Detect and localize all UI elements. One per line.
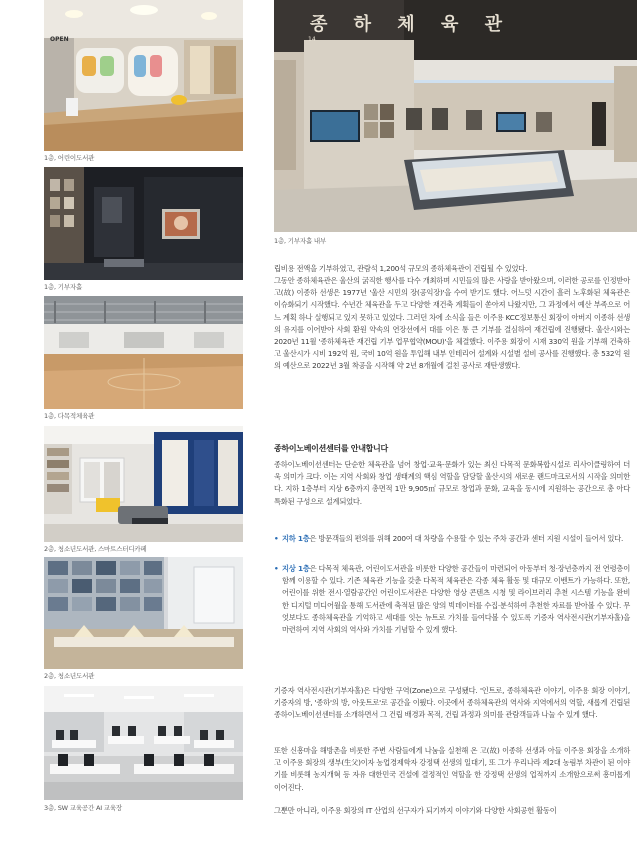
photo-childrens-library bbox=[44, 0, 243, 151]
photo-donor-hall-interior bbox=[274, 0, 637, 232]
open-sign-text: OPEN bbox=[50, 36, 69, 43]
bullet-basement-label: 지하 1층 bbox=[282, 534, 310, 543]
paragraph-history: 그동안 종하체육관은 울산의 굵직한 행사를 다수 개최하며 시민들의 많은 사랑을 받아왔으며, 이러한 공로를 인정받아 고(故) 이종하 선생은 1977년 '울산 시민의 장(공익장)'을 수여 받기도 했다. 어느덧 시간이 흘러 노후화된 체육관은 이슈화되기 시작했다. 수년간 체육관을 두고 다양한 재건축 계획들이 쏟아져 나왔지만, 그 과정에서 예산 부족으로 어느 계획 하나 실행되고 있지 못하고 있었다. 그러던 차에 소식을 들은 이주용 KCC정보통신 회장이 아버지 이종하 선생의 유지를 이어받아 사회 환원 약속의 연장선에서 대를 이은 통 큰 기부를 결심하여 재건립에 진행됐다. 울산시와는 2020년 11월 '종하체육관 재건립 기부 업무협약(MOU)'을 체결했다. 이주용 회장이 시재 330억 원을 기부해 건축하고 울산시가 시비 192억 원, 국비 10억 원을 투입해 내부 인테리어 설계와 시설별 설비 공사를 진행했다. 총 532억 원의 예산으로 2022년 3월 착공을 시작해 약 2년 8개월에 걸친 공사로 재탄생했다. bbox=[274, 276, 630, 371]
gym-illustration bbox=[44, 296, 243, 409]
paragraph-founders: 또한 신흥마을 해방촌을 비롯한 주변 사람들에게 나눔을 실천해 온 고(故) 이종하 선생과 아들 이주용 회장을 소개하고 이주용 회장의 생부(生父)이자 농업경제학자 강정택 선생의 일대기, 또 그가 우리나라 제2대 농림부 차관이 된 이야기를 비롯해 농지개혁 등 자유 대한민국 건설에 결정적인 역할을 한 강정택 선생의 업적까지 소개함으로써 흥미롭게 이어진다. bbox=[274, 746, 630, 792]
caption-multipurpose-gym: 1층, 다목적체육관 bbox=[44, 412, 95, 420]
paragraph-exhibit-zones: 기증자 역사전시관(기부자홀)은 다양한 구역(Zone)으로 구성됐다. '인트로, 종하체육관 이야기, 이주용 회장 이야기, 기증자의 방, '종하'의 방, 아웃트로'로 공간을 이뤘다. 이곳에서 종하체육관의 역사와 지역에서의 역할, 새롭게 건립된 종하이노베이션센터를 소개하면서 그 건립 배경과 목적, 건립 과정과 의미를 관람객들과 나눌 수 있게 했다. bbox=[274, 686, 630, 720]
section-heading: 종하이노베이션센터를 안내합니다 bbox=[274, 444, 388, 453]
caption-youth-library-study-cafe: 2층, 청소년도서관, 스마트스터디카페 bbox=[44, 545, 147, 553]
bullet-first-floor-text: 은 다목적 체육관, 어린이도서관을 비롯한 다양한 공간들이 마련되어 아동부터 청·장년층까지 전 연령층이 함께 이용할 수 있다. 기존 체육관 기능을 갖춘 다목적 체육관은 각종 체육 활동 및 대규모 이벤트가 가능하다. 또한, 어린이를 위한 전시·열람공간인 어린이도서관은 다양한 영상 콘텐츠 시청 및 라이브러리 추천 시스템 기능을 완비한 디지털 미디어월을 통해 도서관에 축적된 많은 양의 빅데이터를 수집·분석하여 추천한 자료를 받아볼 수 있다. 무엇보다도 종하체육관을 기억하고 세대를 잇는 뉴트로 가치를 들여다볼 수 있도록 기증자 역사전시관(기부자홀)을 마련하여 지역 사회의 역사와 가치를 기념할 수 있게 했다. bbox=[282, 564, 631, 635]
bullet-basement-floor bbox=[274, 533, 630, 545]
ai-room-illustration bbox=[44, 686, 243, 800]
donor-hall-illustration bbox=[44, 167, 243, 280]
bullet-dot: • bbox=[274, 564, 279, 573]
paragraph-center-intro: 종하이노베이션센터는 단순한 체육관을 넘어 창업·교육·문화가 있는 최신 다목적 문화복합시설로 리사이클링하여 더욱 의미가 크다. 이는 지역 사회와 창업 생태계의 핵심 역할을 담당할 울산시의 새로운 랜드마크로서의 시작을 의미한다. 지하 1층부터 지상 6층까지 총면적 1만 9,905㎡ 규모로 창업과 문화, 교육을 동시에 지원하는 공간으로 총 아다 특화된 구성으로 설계되었다. bbox=[274, 460, 631, 506]
photo-youth-library-study-cafe bbox=[44, 426, 243, 542]
photo-youth-library bbox=[44, 557, 243, 669]
caption-ai-education-room: 3층, SW 교육공간 AI 교육장 bbox=[44, 804, 123, 812]
photo-multipurpose-gym bbox=[44, 296, 243, 409]
paragraph-it-pioneer: 그뿐만 아니라, 이주용 회장의 IT 산업의 선구자가 되기까지 이야기와 다양한 사회공헌 활동이 bbox=[274, 806, 557, 815]
caption-donor-hall-interior: 1층, 기부자홀 내부 bbox=[274, 237, 327, 245]
bullet-dot: • bbox=[274, 534, 279, 543]
caption-childrens-library: 1층, 어린이도서관 bbox=[44, 154, 95, 162]
caption-youth-library: 2층, 청소년도서관 bbox=[44, 672, 95, 680]
exhibit-title-text: 종 하 체 육 관 bbox=[310, 14, 513, 35]
photo-ai-education-room bbox=[44, 686, 243, 800]
caption-donor-hall: 1층, 기부자홀 bbox=[44, 283, 83, 291]
bullet-first-floor-label: 지상 1층 bbox=[282, 564, 310, 573]
bullet-basement-text: 은 방문객들의 편의를 위해 200여 대 차량을 수용할 수 있는 주차 공간과 센터 지원 시설이 들어서 있다. bbox=[309, 534, 624, 543]
bullet-first-floor bbox=[274, 563, 630, 636]
childrens-library-illustration bbox=[44, 0, 243, 151]
exhibit-number-text: 14 bbox=[308, 36, 316, 43]
photo-donor-hall bbox=[44, 167, 243, 280]
study-cafe-illustration bbox=[44, 426, 243, 542]
paragraph-intro: 립비용 전액을 기부하였고, 관람석 1,200석 규모의 종하체육관이 건립될 수 있었다. bbox=[274, 264, 528, 273]
youth-library-illustration bbox=[44, 557, 243, 669]
